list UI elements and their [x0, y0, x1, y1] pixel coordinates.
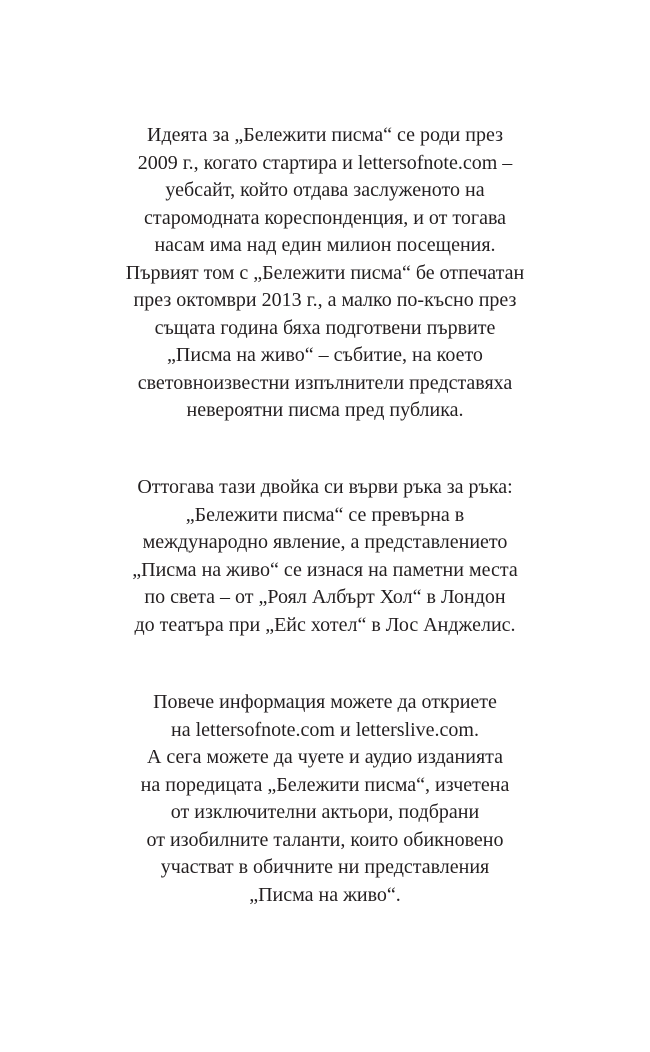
text-line: на поредицата „Бележити писма“, изчетена	[140, 773, 510, 796]
text-line: „Писма на живо“.	[249, 883, 401, 906]
text-line: насам има над един милион посещения.	[154, 234, 496, 256]
text-line: участват в обичните ни представления	[160, 856, 490, 878]
paragraph-growth	[60, 474, 590, 639]
text-line: „Писма на живо“ – събитие, на което	[167, 344, 483, 366]
text-line: Идеята за „Бележити писма“ се роди през	[147, 124, 503, 146]
text-line: по света – от „Роял Албърт Хол“ в Лондон	[144, 586, 506, 608]
text-line: 2009 г., когато стартира и lettersofnote.com –	[137, 151, 513, 174]
text-line: „Бележити писма“ се превърна в	[185, 503, 465, 526]
paragraph-history	[60, 122, 590, 425]
text-line: международно явление, а представлението	[142, 531, 508, 553]
text-line: световноизвестни изпълнители представяха	[137, 371, 513, 394]
text-line: същата година бяха подготвени първите	[154, 316, 496, 339]
text-line: уебсайт, който отдава заслуженото на	[165, 179, 485, 201]
text-line: Първият том с „Бележити писма“ бе отпечатан	[125, 261, 525, 284]
text-line: Оттогава тази двойка си върви ръка за ръка:	[137, 476, 513, 498]
text-line: „Писма на живо“ се изнася на паметни места	[132, 558, 518, 581]
text-line: от изключителни актьори, подбрани	[170, 801, 480, 823]
paragraph-more-info	[60, 689, 590, 909]
text-line: на lettersofnote.com и letterslive.com.	[171, 718, 479, 741]
text-line: А сега можете да чуете и аудио изданията	[146, 746, 503, 768]
text-line: невероятни писма пред публика.	[186, 399, 464, 421]
text-line: старомодната кореспонденция, и от тогава	[143, 206, 507, 229]
text-line: през октомври 2013 г., а малко по-късно през	[133, 289, 517, 311]
text-line: от изобилните таланти, които обикновено	[146, 828, 504, 851]
text-line: Повече информация можете да откриете	[153, 691, 497, 713]
text-line: до театъра при „Ейс хотел“ в Лос Анджелис.	[134, 613, 516, 636]
